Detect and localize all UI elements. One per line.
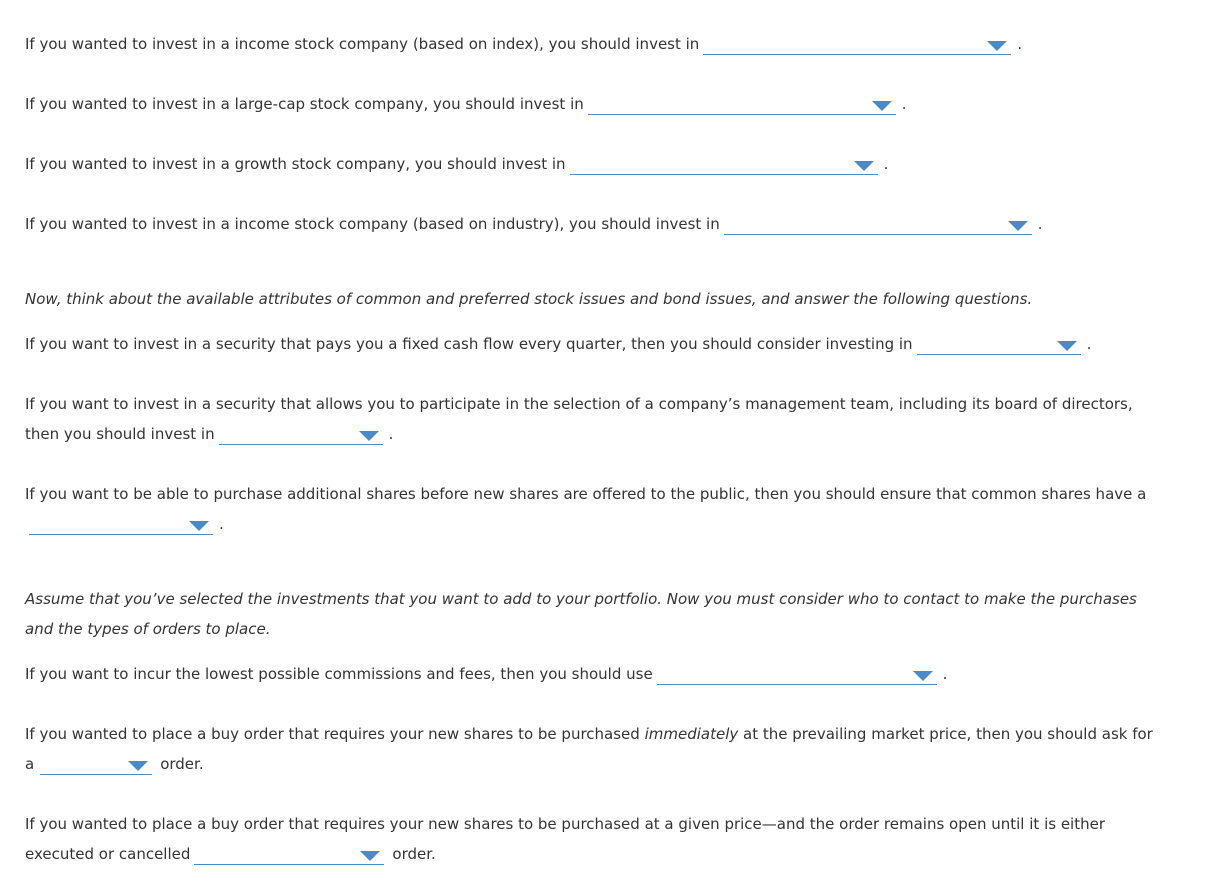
- dropdown-q9[interactable]: [40, 756, 152, 775]
- question-10-line2: [25, 844, 436, 865]
- chevron-down-icon: [872, 101, 892, 111]
- question-6-line2: [25, 424, 393, 445]
- question-5: [25, 334, 1091, 355]
- question-10-line1: If you wanted to place a buy order that requires your new shares to be purchased at a given price—and the order remains open until it is either: [25, 815, 1105, 833]
- question-9-line2-post: order.: [160, 755, 204, 773]
- chevron-down-icon: [987, 41, 1007, 51]
- dropdown-q3[interactable]: [570, 156, 878, 175]
- question-7-line2: [25, 514, 224, 535]
- question-4: [25, 214, 1043, 235]
- question-10-line2-pre: executed or cancelled: [25, 845, 191, 863]
- question-3-end: .: [883, 155, 889, 173]
- question-10-line2-post: order.: [392, 845, 436, 863]
- question-6-text: then you should invest in: [25, 425, 215, 443]
- section-intro-orders-line1: Assume that you’ve selected the investments that you want to add to your portfolio. Now you must consider who to contact to make the purchases: [25, 590, 1137, 608]
- question-8-end: .: [942, 665, 948, 683]
- question-4-end: .: [1037, 215, 1043, 233]
- question-9-text-pre: If you wanted to place a buy order that requires your new shares to be purchased: [25, 725, 640, 743]
- section-intro-orders-line2: and the types of orders to place.: [25, 620, 271, 638]
- chevron-down-icon: [1057, 341, 1077, 351]
- dropdown-q8[interactable]: [657, 666, 937, 685]
- question-2-end: .: [901, 95, 907, 113]
- question-4-text: If you wanted to invest in a income stock company (based on industry), you should invest in: [25, 215, 720, 233]
- question-8: [25, 664, 947, 685]
- question-2-text: If you wanted to invest in a large-cap stock company, you should invest in: [25, 95, 584, 113]
- chevron-down-icon: [128, 761, 148, 771]
- dropdown-q7[interactable]: [29, 516, 213, 535]
- chevron-down-icon: [360, 851, 380, 861]
- question-5-end: .: [1086, 335, 1092, 353]
- question-9-emphasis: immediately: [644, 725, 739, 743]
- question-9-text-post: at the prevailing market price, then you should ask for: [743, 725, 1153, 743]
- question-9-line2-pre: a: [25, 755, 35, 773]
- question-5-text: If you want to invest in a security that pays you a fixed cash flow every quarter, then you should consider investing in: [25, 335, 913, 353]
- chevron-down-icon: [854, 161, 874, 171]
- question-6-line1: If you want to invest in a security that allows you to participate in the selection of a company’s management team, including its board of directors,: [25, 395, 1133, 413]
- question-1-end: .: [1017, 35, 1023, 53]
- question-9-line2: [25, 754, 204, 775]
- chevron-down-icon: [1008, 221, 1028, 231]
- section-intro-attributes: Now, think about the available attributes of common and preferred stock issues and bond issues, and answer the following questions.: [25, 290, 1033, 308]
- question-9-line1: [25, 724, 1153, 744]
- question-7-line1: If you want to be able to purchase additional shares before new shares are offered to the public, then you should ensure that common shares have a: [25, 485, 1147, 503]
- dropdown-q6[interactable]: [219, 426, 383, 445]
- question-1-text: If you wanted to invest in a income stock company (based on index), you should invest in: [25, 35, 700, 53]
- question-7-end: .: [219, 515, 224, 533]
- chevron-down-icon: [359, 431, 379, 441]
- dropdown-q4[interactable]: [724, 216, 1032, 235]
- chevron-down-icon: [189, 521, 209, 531]
- question-3: [25, 154, 888, 175]
- question-2: [25, 94, 907, 115]
- question-3-text: If you wanted to invest in a growth stock company, you should invest in: [25, 155, 566, 173]
- dropdown-q10[interactable]: [194, 846, 384, 865]
- dropdown-q2[interactable]: [588, 96, 896, 115]
- question-1: [25, 34, 1022, 55]
- dropdown-q1[interactable]: [703, 36, 1011, 55]
- dropdown-q5[interactable]: [917, 336, 1081, 355]
- chevron-down-icon: [913, 671, 933, 681]
- question-6-end: .: [388, 425, 394, 443]
- question-8-text: If you want to incur the lowest possible commissions and fees, then you should use: [25, 665, 653, 683]
